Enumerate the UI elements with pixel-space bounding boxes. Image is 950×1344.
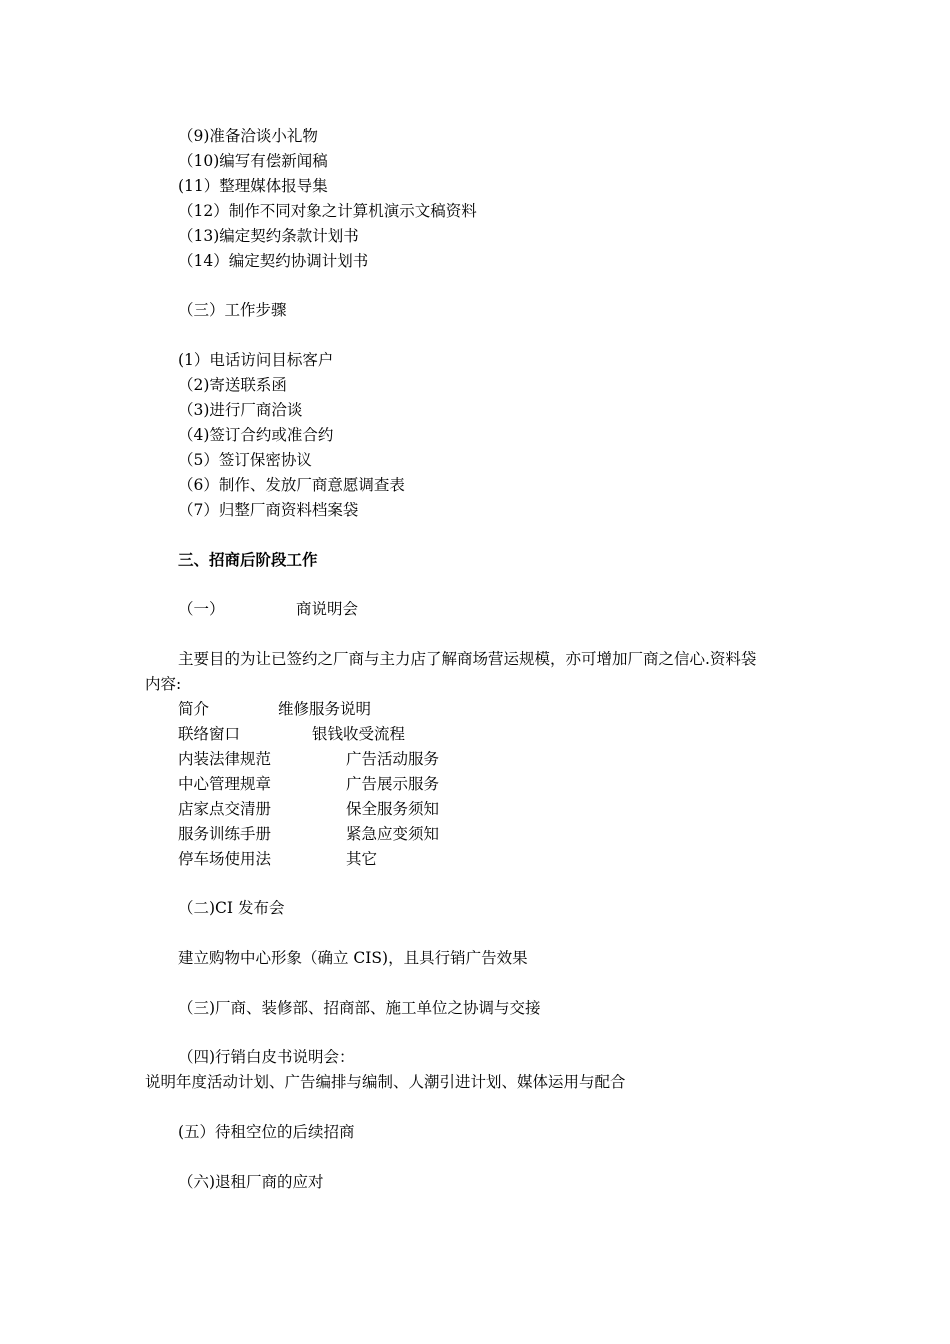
material-item-right: 广告展示服务	[346, 775, 440, 793]
paragraph-line: 建立购物中心形象（确立 CIS)，且具行销广告效果	[178, 949, 528, 967]
subsection-heading-number: （一）	[178, 600, 225, 618]
material-item-right: 保全服务须知	[346, 800, 440, 818]
subsection-heading: (五）待租空位的后续招商	[178, 1123, 355, 1141]
paragraph-line: 主要目的为让已签约之厂商与主力店了解商场营运规模，亦可增加厂商之信心.资料袋	[178, 650, 757, 668]
task-item: （13)编定契约条款计划书	[178, 227, 359, 245]
material-item-right: 广告活动服务	[346, 750, 440, 768]
material-item-left: 停车场使用法	[178, 850, 272, 868]
material-item-left: 简介	[178, 700, 210, 718]
material-item-left: 内装法律规范	[178, 750, 272, 768]
task-item: (11）整理媒体报导集	[178, 177, 328, 195]
paragraph-line: 说明年度活动计划、广告编排与编制、人潮引进计划、媒体运用与配合	[145, 1073, 626, 1091]
task-item: （9)准备洽谈小礼物	[178, 127, 318, 145]
subsection-heading: （三)厂商、装修部、招商部、施工单位之协调与交接	[178, 999, 541, 1017]
material-item-right: 紧急应变须知	[346, 825, 440, 843]
material-item-left: 店家点交清册	[178, 800, 272, 818]
section-heading: 三、招商后阶段工作	[178, 550, 318, 569]
subsection-heading: （六)退租厂商的应对	[178, 1173, 324, 1191]
step-item: （6）制作、发放厂商意愿调查表	[178, 476, 405, 494]
steps-heading: （三）工作步骤	[178, 301, 287, 319]
step-item: （5）签订保密协议	[178, 451, 312, 469]
subsection-heading-title: 商说明会	[296, 600, 359, 618]
step-item: （7）归整厂商资料档案袋	[178, 501, 359, 519]
step-item: （2)寄送联系函	[178, 376, 287, 394]
subsection-heading: （二)CI 发布会	[178, 899, 285, 917]
step-item: (1）电话访问目标客户	[178, 351, 334, 369]
step-item: （4)签订合约或准合约	[178, 426, 334, 444]
paragraph-line: 内容:	[145, 675, 182, 693]
subsection-heading: （四)行销白皮书说明会：	[178, 1048, 355, 1066]
step-item: （3)进行厂商洽谈	[178, 401, 303, 419]
material-item-left: 中心管理规章	[178, 775, 272, 793]
task-item: （10)编写有偿新闻稿	[178, 152, 328, 170]
material-item-left: 服务训练手册	[178, 825, 272, 843]
material-item-left: 联络窗口	[178, 725, 241, 743]
material-item-right: 维修服务说明	[278, 700, 372, 718]
task-item: （14）编定契约协调计划书	[178, 252, 369, 270]
material-item-right: 银钱收受流程	[312, 725, 406, 743]
task-item: （12）制作不同对象之计算机演示文稿资料	[178, 202, 477, 220]
material-item-right: 其它	[346, 850, 378, 868]
